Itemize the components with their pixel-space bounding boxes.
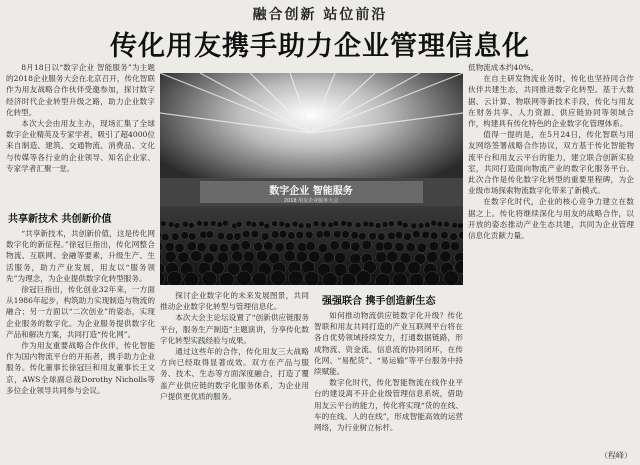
paragraph: 探讨企业数字化的未来发展图景，共同推动企业数字化转型与管理信息化。 xyxy=(160,291,309,312)
audience-head xyxy=(256,250,267,261)
audience-head xyxy=(355,222,361,228)
audience-head xyxy=(444,271,459,285)
audience-head xyxy=(219,243,229,253)
audience-head xyxy=(330,241,340,251)
audience-head xyxy=(259,221,265,227)
audience-head xyxy=(322,273,337,285)
conference-photo xyxy=(160,73,463,285)
audience-head xyxy=(356,271,371,285)
audience-head xyxy=(341,241,351,251)
audience-head xyxy=(242,230,250,238)
audience-head xyxy=(305,231,313,239)
paragraph: “共享新技术，共创新价值，这是传化网数字化的新征程。”徐冠巨指出，传化网整合物流、互联网、金融等要素，升级生产、生活服务，助力产业发展，用友以“服务领先”为理念，为企业提供数字化转型服务。 xyxy=(6,229,155,283)
audience-head xyxy=(165,251,176,262)
paragraph: 低物流成本约40%。 xyxy=(468,63,539,72)
paragraph: 徐冠巨指出，传化创业32年来，一方面从1986年起步，构筑助力实现制造与物流的融合；另一方面以“二次创业”的姿态，实现企业服务的数字化。为企业服务提供数字化产品和解决方案，共同打造“传化网”。 xyxy=(6,285,155,339)
audience-head xyxy=(181,232,189,240)
audience-head xyxy=(261,233,269,241)
paragraph: 数字化时代，传化智能物流在线作业平台的建设离不开企业级管理信息系统，借助用友云平台的能力，传化将实现“货的在线、车的在线、人的在线”，形成智能高效的运营网络，为行业树立标杆。 xyxy=(314,378,463,433)
column-1-top xyxy=(6,62,155,190)
audience-head xyxy=(441,241,451,251)
audience-head xyxy=(457,223,463,229)
audience-head xyxy=(417,243,427,253)
audience-head xyxy=(431,220,437,226)
paragraph: 8月18日以“数字企业 智能服务”为主题的2018企业服务大会在北京召开，传化智联作为用友战略合作伙伴受邀参加，探讨数字经济时代企业转型升级之路，助力企业数字化转型。 xyxy=(6,63,155,117)
audience-head xyxy=(323,230,331,238)
audience-head xyxy=(188,232,196,240)
subhead-alliance: 强强联合 携手创造新生态 xyxy=(322,296,436,307)
article-headline: 传化用友携手助力企业管理信息化 xyxy=(110,31,530,62)
conference-photo-graphic xyxy=(160,73,463,285)
audience-head xyxy=(335,252,346,263)
audience-head xyxy=(412,230,420,238)
paragraph: 在数字化时代，企业的核心竞争力建立在数据之上。传化将继续深化与用友的战略合作，以开放的姿态推动产业生态共建，共同为企业管理信息化贡献力量。 xyxy=(468,197,634,241)
audience-head xyxy=(275,243,285,253)
audience-head xyxy=(217,232,225,240)
audience-head xyxy=(271,231,279,239)
audience-head xyxy=(362,240,372,250)
audience-head xyxy=(243,251,254,262)
audience-head xyxy=(306,241,316,251)
audience-head xyxy=(408,261,421,274)
audience-head xyxy=(232,251,243,262)
column-3 xyxy=(314,310,463,462)
audience-head xyxy=(191,250,202,261)
audience-head xyxy=(363,221,369,227)
audience-head xyxy=(377,233,385,241)
audience-head xyxy=(223,220,229,226)
audience-head xyxy=(298,223,304,229)
audience-head xyxy=(187,241,197,251)
audience-head xyxy=(429,241,439,251)
audience-head xyxy=(387,251,398,262)
audience-head xyxy=(226,233,234,241)
article-kicker: 融合创新 站位前沿 xyxy=(252,7,388,23)
audience-head xyxy=(288,271,303,285)
audience-head xyxy=(202,271,217,285)
audience-head xyxy=(403,233,411,241)
audience-head xyxy=(323,252,334,263)
audience-head xyxy=(450,241,460,251)
audience-head xyxy=(279,230,287,238)
audience-head xyxy=(296,251,307,262)
audience-head xyxy=(341,220,347,226)
audience-head xyxy=(287,232,295,240)
audience-head xyxy=(333,230,341,238)
audience-head xyxy=(209,243,219,253)
audience-head xyxy=(382,221,388,227)
audience-head xyxy=(252,272,267,285)
audience-head xyxy=(264,223,270,229)
audience-head xyxy=(217,221,223,227)
audience-head xyxy=(285,222,291,228)
audience-head xyxy=(406,242,416,252)
audience-head xyxy=(368,221,374,227)
audience-head xyxy=(272,221,278,227)
audience-head xyxy=(297,242,307,252)
audience-head xyxy=(171,233,179,241)
audience-head xyxy=(251,222,257,228)
paragraph: 本次大会由用友主办，现场汇集了全球数字企业精英及专家学者，吸引了超4000位来自制造、建筑、交通物流、消费品、文化与传媒等各行业的企业领导、知名企业家、专家学者汇聚一堂。 xyxy=(6,119,155,173)
paragraph: 作为用友重要战略合作伙伴，传化智能作为国内物流平台的开拓者，携手助力企业服务。传化董事长徐冠巨和用友董事长王文京，AWS全球副总裁Dorothy Nicholls等多位企业领导共同参与会议。 xyxy=(6,341,155,395)
audience-head xyxy=(320,221,326,227)
audience-head xyxy=(316,231,324,239)
audience-head xyxy=(397,220,403,226)
subhead-shared-tech: 共享新技术 共创新价值 xyxy=(8,214,112,225)
audience-head xyxy=(402,222,408,228)
audience-head xyxy=(422,231,430,239)
audience-head xyxy=(387,232,395,240)
audience-head xyxy=(450,233,458,241)
audience-head xyxy=(203,221,209,227)
paragraph: 如何推动物流供应链数字化升级？传化智联和用友共同打造的产业互联网平台将在各自优势领域持续发力，打通数据链路，形成物流、资金流、信息流的协同闭环，在传化网、“易配货”、“易运输”等平台服务中持续赋能。 xyxy=(314,311,463,377)
audience-head xyxy=(440,251,451,262)
audience-head xyxy=(430,232,438,240)
audience-head xyxy=(188,222,194,228)
audience-head xyxy=(443,221,449,227)
audience-head xyxy=(174,223,180,229)
audience-head xyxy=(380,261,393,274)
audience-head xyxy=(426,251,437,262)
audience-head xyxy=(196,220,202,226)
audience-head xyxy=(395,231,403,239)
audience-head xyxy=(167,271,182,285)
paragraph: 本次大会主论坛设置了“创新供应链服务平台，服务生产制造”主题演讲，分享传化数字化转型实践经验与成果。 xyxy=(160,313,309,345)
audience-head xyxy=(395,242,405,252)
audience-head xyxy=(197,242,207,252)
audience-head xyxy=(375,223,381,229)
audience-head xyxy=(418,223,424,229)
audience-head xyxy=(175,243,185,253)
audience-head xyxy=(333,221,339,227)
column-4 xyxy=(468,62,634,450)
audience-head xyxy=(206,231,214,239)
audience-head xyxy=(342,230,350,238)
audience-head xyxy=(383,241,393,251)
audience-head xyxy=(452,222,458,228)
audience-head xyxy=(369,232,377,240)
audience-head xyxy=(182,221,188,227)
audience-head xyxy=(440,231,448,239)
audience-head xyxy=(184,272,199,285)
screen-subtitle: 2018 用友企业服务大会 xyxy=(283,198,339,204)
audience-head xyxy=(285,242,295,252)
audience-head xyxy=(264,241,274,251)
audience-head xyxy=(425,271,440,285)
audience-head xyxy=(318,243,328,253)
audience-head xyxy=(424,222,430,228)
audience-head xyxy=(304,271,319,285)
audience-head xyxy=(411,223,417,229)
audience-head xyxy=(236,221,242,227)
audience-head xyxy=(292,221,298,227)
audience-head xyxy=(160,221,166,227)
audience-head xyxy=(251,230,259,238)
paragraph: 值得一提的是，在5月24日，传化智联与用友网络签署战略合作协议，双方基于传化智能物流平台和用友云平台的能力，建立联合创新实验室，共同打造面向物流产业的数字化服务平台。此次合作是传化数字化转型的重要里程碑，为企业级市场探索物流数字化带来了新模式。 xyxy=(468,130,634,196)
audience-head xyxy=(165,242,175,252)
audience-head xyxy=(346,221,352,227)
byline: （程峰） xyxy=(600,451,632,460)
screen-title: 数字企业 智能服务 xyxy=(269,186,353,197)
audience-head xyxy=(241,240,251,250)
audience-head xyxy=(437,221,443,227)
audience-head xyxy=(358,232,366,240)
audience-head xyxy=(284,250,295,261)
audience-head xyxy=(161,233,169,241)
audience-head xyxy=(210,220,216,226)
paragraph: 通过这些年的合作，传化用友三大战略方向已经取得显著成效。双方在产品与服务、技术、生态等方面深度融合，打造了覆盖产业供应链的数字化服务体系，为企业用户提供更优质的服务。 xyxy=(160,347,309,401)
audience-head xyxy=(236,271,251,285)
audience-head xyxy=(178,252,189,263)
audience-head xyxy=(309,251,320,262)
audience-head xyxy=(246,221,252,227)
audience-head xyxy=(279,221,285,227)
audience-head xyxy=(393,261,406,274)
column-2 xyxy=(160,290,309,462)
audience-head xyxy=(388,221,394,227)
paragraph: 在自主研发物流业务时，传化也坚持同合作伙伴共建生态，共同推进数字化转型。基于大数据、云计算、物联网等新技术手段，传化与用友在财务共享、人力资源、供应链协同等领域合作，构建具有传化特色的企业数字化管理体系。 xyxy=(468,74,634,129)
audience-head xyxy=(351,231,359,239)
audience-head xyxy=(376,252,387,263)
audience-head xyxy=(234,233,242,241)
audience-head xyxy=(219,272,234,285)
audience-head xyxy=(296,231,304,239)
audience-head xyxy=(313,221,319,227)
audience-head xyxy=(306,223,312,229)
column-1-bottom xyxy=(6,228,155,461)
audience-head xyxy=(271,271,286,285)
audience-head xyxy=(253,242,263,252)
audience-head xyxy=(351,242,361,252)
audience-head xyxy=(168,222,174,228)
